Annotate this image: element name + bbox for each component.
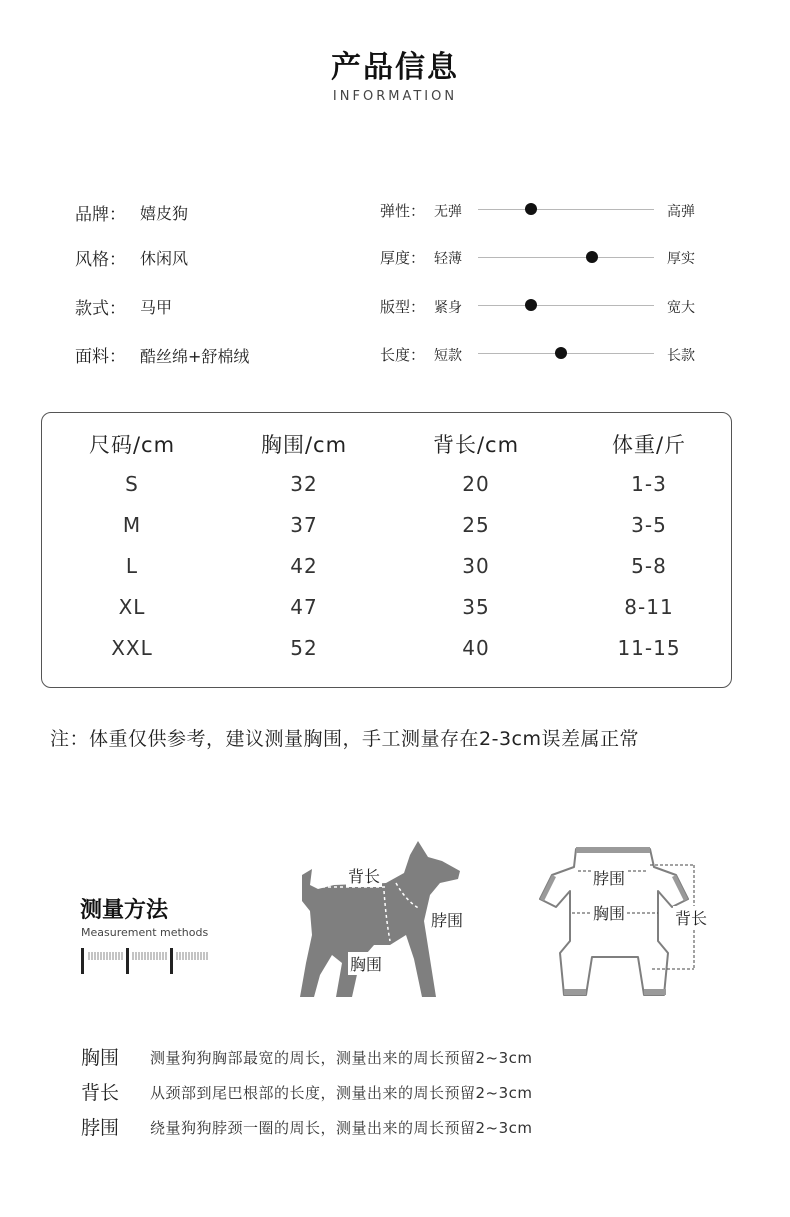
weight-cell: 3-5 [631, 513, 667, 537]
column-header-size: 尺码/cm [88, 433, 176, 457]
back-cell: 30 [462, 554, 490, 578]
chest-cell: 32 [290, 472, 318, 496]
ruler-icon [81, 948, 213, 976]
level-track [478, 305, 654, 306]
chest-cell: 47 [290, 595, 318, 619]
property-label-elasticity: 弹性： [380, 202, 426, 220]
level-marker-thickness [586, 251, 598, 263]
garment-label-back: 背长 [673, 906, 709, 929]
weight-cell: 5-8 [631, 554, 667, 578]
size-cell: XXL [111, 636, 153, 660]
garment-label-chest: 胸围 [591, 901, 627, 924]
method-subtitle: Measurement methods [81, 926, 209, 939]
size-note: 注：体重仅供参考，建议测量胸围，手工测量存在2-3cm误差属正常 [50, 728, 639, 750]
column-header-chest: 胸围/cm [260, 433, 348, 457]
dog-label-neck: 脖围 [429, 908, 465, 931]
property-label-thickness: 厚度： [380, 249, 426, 267]
garment-label-neck: 脖围 [591, 866, 627, 889]
weight-cell: 8-11 [624, 595, 674, 619]
property-high-fit: 宽大 [667, 300, 695, 316]
attribute-label-fabric: 面料： [75, 347, 126, 367]
level-track [478, 257, 654, 258]
attribute-value-style: 休闲风 [140, 249, 189, 268]
level-track [478, 209, 654, 210]
definition-desc-neck: 绕量狗狗脖颈一圈的周长，测量出来的周长预留2~3cm [150, 1119, 533, 1137]
definition-desc-back: 从颈部到尾巴根部的长度，测量出来的周长预留2~3cm [150, 1084, 533, 1102]
attribute-label-type: 款式： [75, 299, 126, 319]
dog-label-chest: 胸围 [348, 952, 384, 975]
page-title: 产品信息 [331, 50, 459, 85]
attribute-value-type: 马甲 [140, 298, 173, 317]
back-cell: 40 [462, 636, 490, 660]
property-label-length: 长度： [380, 346, 426, 364]
size-cell: XL [118, 595, 146, 619]
property-low-thickness: 轻薄 [434, 251, 462, 267]
method-title: 测量方法 [80, 898, 169, 923]
back-cell: 25 [462, 513, 490, 537]
property-label-fit: 版型： [380, 298, 426, 316]
property-low-elasticity: 无弹 [434, 204, 462, 220]
back-cell: 20 [462, 472, 490, 496]
level-marker-length [555, 347, 567, 359]
weight-cell: 11-15 [617, 636, 681, 660]
property-low-fit: 紧身 [434, 300, 462, 316]
chest-cell: 42 [290, 554, 318, 578]
attribute-label-brand: 品牌： [75, 205, 126, 225]
property-high-length: 长款 [667, 348, 695, 364]
chest-cell: 52 [290, 636, 318, 660]
definition-term-neck: 脖围 [81, 1117, 120, 1139]
size-cell: L [125, 554, 139, 578]
attribute-value-brand: 嬉皮狗 [140, 204, 189, 223]
level-marker-elasticity [525, 203, 537, 215]
page-subtitle: INFORMATION [332, 89, 458, 104]
back-cell: 35 [462, 595, 490, 619]
property-high-elasticity: 高弹 [667, 204, 695, 220]
chest-cell: 37 [290, 513, 318, 537]
size-cell: M [122, 513, 142, 537]
weight-cell: 1-3 [631, 472, 667, 496]
definition-term-chest: 胸围 [81, 1047, 120, 1069]
dog-label-back: 背长 [346, 864, 382, 887]
level-marker-fit [525, 299, 537, 311]
definition-desc-chest: 测量狗狗胸部最宽的周长，测量出来的周长预留2~3cm [150, 1049, 533, 1067]
property-low-length: 短款 [434, 348, 462, 364]
attribute-value-fabric: 酷丝绵+舒棉绒 [140, 347, 250, 366]
attribute-label-style: 风格： [75, 250, 126, 270]
definition-term-back: 背长 [81, 1082, 120, 1104]
column-header-back: 背长/cm [432, 433, 520, 457]
property-high-thickness: 厚实 [667, 251, 695, 267]
column-header-weight: 体重/斤 [611, 433, 687, 457]
size-cell: S [125, 472, 139, 496]
